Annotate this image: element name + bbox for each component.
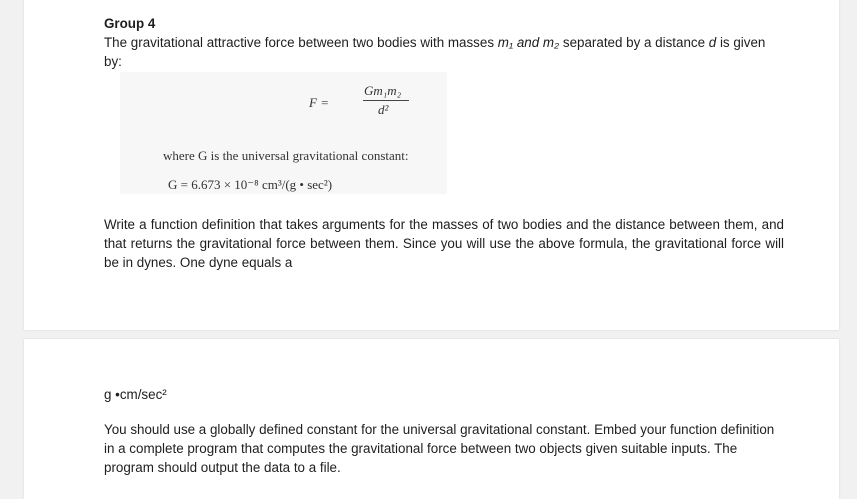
fraction-bar bbox=[363, 100, 409, 101]
question-paragraph-2: You should use a globally defined constant for the universal gravitational constant. Embed your function definition in a complete program that computes the gravitational force between two objects given suitable inputs. The program should output the data to a file. bbox=[104, 422, 775, 475]
formula-numerator: Gm₁m₂ bbox=[364, 83, 402, 98]
dyne-unit: g •cm/sec² bbox=[104, 387, 167, 402]
formula-denominator: d² bbox=[378, 102, 389, 117]
intro-part-1: The gravitational attractive force between two bodies with masses bbox=[104, 35, 498, 50]
group-heading: Group 4 bbox=[104, 16, 156, 31]
intro-part-2: separated by a distance bbox=[559, 35, 709, 50]
question-card-top bbox=[24, 0, 839, 330]
question-card-bottom bbox=[24, 339, 839, 499]
intro-text bbox=[104, 33, 774, 71]
intro-distance: d bbox=[708, 35, 717, 50]
question-paragraph-1: Write a function definition that takes arguments for the masses of two bodies and the distance between them, and that returns the gravitational force between them. Since you will use the above formula, the gravitational force will be in dynes. One dyne equals a bbox=[104, 217, 784, 270]
intro-part-3: is given by: bbox=[104, 35, 766, 69]
formula-lhs: F = bbox=[309, 95, 329, 110]
formula-image bbox=[120, 72, 447, 194]
formula-where-text: where G is the universal gravitational constant: bbox=[163, 148, 409, 163]
intro-masses: m₁ and m₂ bbox=[497, 35, 560, 50]
gravitational-constant-value: G = 6.673 × 10⁻⁸ cm³/(g • sec²) bbox=[168, 177, 333, 192]
